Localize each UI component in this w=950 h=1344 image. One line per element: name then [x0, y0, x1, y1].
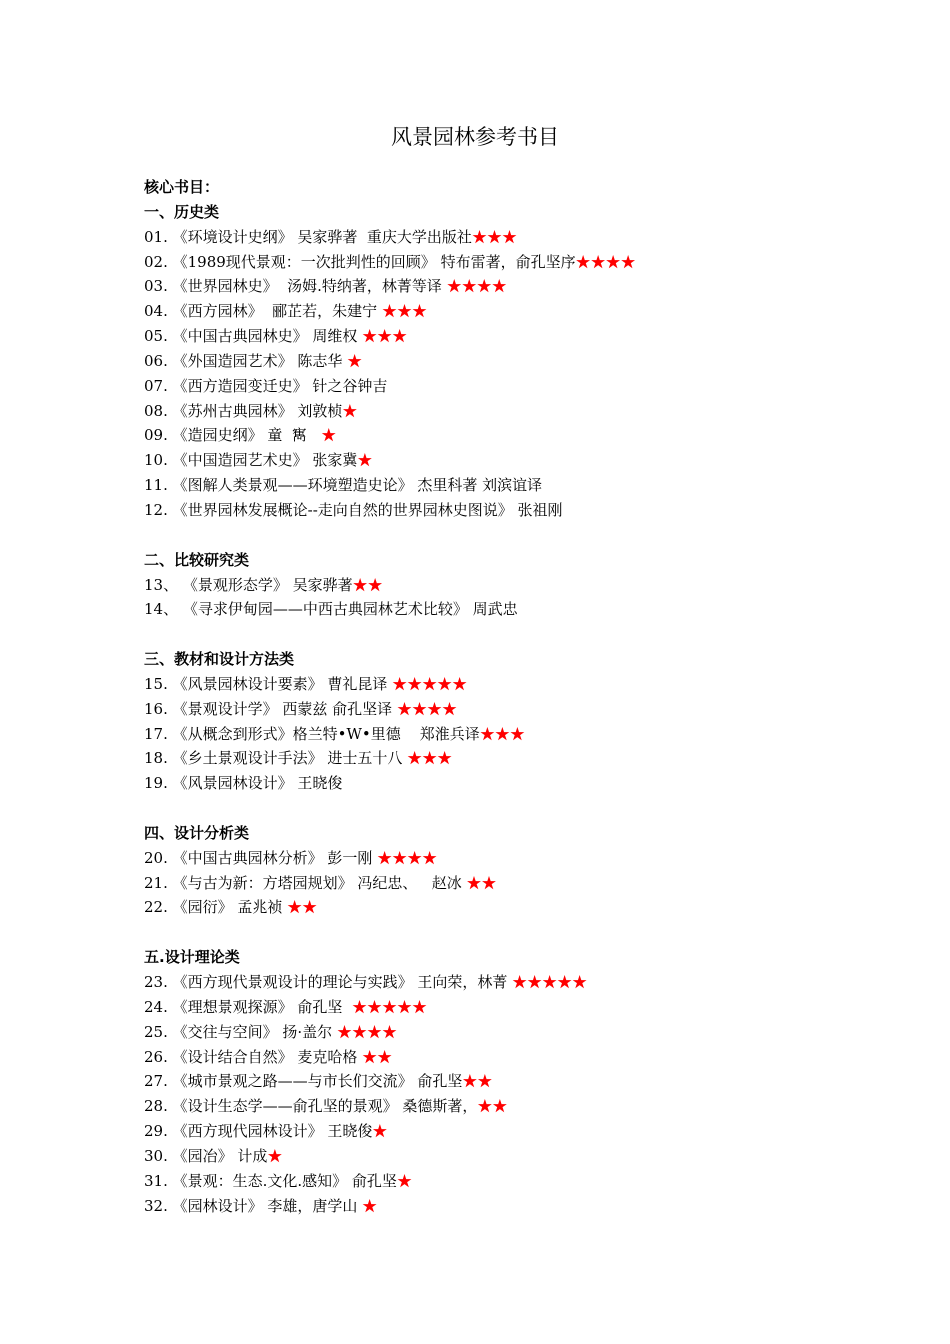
core-label: 核心书目：	[144, 178, 220, 196]
book-entry-text: 《园林设计》 李雄，唐学山	[172, 1196, 363, 1215]
item-number: 23.	[144, 973, 173, 991]
item-number: 25.	[144, 1022, 173, 1041]
book-list-item	[144, 324, 864, 349]
star-rating-icon: ★★	[462, 1072, 493, 1091]
star-rating-icon: ★★★	[381, 302, 427, 321]
book-entry-text: 《景观形态学》 吴家骅著	[182, 575, 353, 594]
item-number: 16.	[144, 699, 173, 718]
book-entry-text: 《中国古典园林史》 周维权	[172, 327, 363, 346]
item-number: 10.	[144, 451, 173, 470]
section-spacer	[144, 920, 864, 945]
star-rating-icon: ★★★	[479, 724, 525, 743]
item-number: 14、	[144, 600, 183, 619]
book-entry-text: 《中国造园艺术史》 张家冀	[172, 451, 358, 470]
book-list-item	[144, 1119, 864, 1144]
star-rating-icon: ★★★	[362, 327, 408, 346]
star-rating-icon: ★	[357, 451, 373, 470]
book-list-item	[144, 746, 864, 771]
item-number: 11.	[144, 476, 173, 495]
item-number: 31.	[144, 1171, 173, 1190]
star-rating-icon: ★★★★	[575, 252, 636, 271]
book-list-item	[144, 448, 864, 473]
book-entry-text: 《寻求伊甸园——中西古典园林艺术比较》 周武忠	[182, 600, 518, 619]
sections-container	[144, 200, 864, 1219]
book-entry-text: 《环境设计史纲》 吴家骅著 重庆大学出版社	[172, 227, 472, 246]
item-number: 24.	[144, 997, 173, 1016]
star-rating-icon: ★★	[287, 898, 318, 917]
book-entry-text: 《风景园林设计要素》 曹礼昆译	[172, 674, 393, 693]
book-list-item	[144, 970, 864, 995]
item-number: 29.	[144, 1122, 173, 1141]
book-list-item	[144, 1194, 864, 1219]
star-rating-icon: ★★★★	[396, 699, 457, 718]
item-number: 26.	[144, 1047, 173, 1066]
book-entry-text: 《从概念到形式》格兰特•W•里德 郑淮兵译	[172, 724, 480, 743]
book-entry-text: 《1989现代景观：一次批判性的回顾》 特布雷著，俞孔坚序	[172, 252, 576, 271]
star-rating-icon: ★★	[477, 1097, 508, 1116]
item-number: 17.	[144, 724, 173, 743]
section-heading: 一、历史类	[144, 202, 220, 221]
reading-list	[144, 175, 864, 1218]
book-list-item	[144, 597, 864, 622]
item-number: 03.	[144, 277, 173, 296]
book-entry-text: 《理想景观探源》 俞孔坚	[172, 997, 352, 1016]
book-entry-text: 《西方现代景观设计的理论与实践》 王向荣，林菁	[172, 973, 513, 991]
book-list-item	[144, 573, 864, 598]
book-list-item	[144, 1169, 864, 1194]
book-entry-text: 《苏州古典园林》 刘敦桢	[172, 401, 343, 420]
book-entry-text: 《景观设计学》 西蒙兹 俞孔坚译	[172, 699, 397, 718]
book-list-item	[144, 399, 864, 424]
item-number: 19.	[144, 774, 173, 793]
book-entry-text: 《中国古典园林分析》 彭一刚	[172, 848, 378, 867]
book-entry-text: 《园衍》 孟兆祯	[172, 898, 288, 917]
star-rating-icon: ★★	[466, 873, 497, 892]
item-number: 07.	[144, 376, 173, 395]
star-rating-icon: ★★★★★	[392, 674, 468, 693]
book-entry-text: 《风景园林设计》 王晓俊	[172, 774, 343, 793]
book-entry-text: 《设计结合自然》 麦克哈格	[172, 1047, 363, 1066]
book-list-item	[144, 1144, 864, 1169]
book-entry-text: 《乡土景观设计手法》 进士五十八	[172, 749, 408, 768]
item-number: 20.	[144, 848, 173, 867]
star-rating-icon: ★	[372, 1122, 388, 1141]
book-list-item	[144, 250, 864, 275]
book-list-item	[144, 1020, 864, 1045]
item-number: 02.	[144, 252, 173, 271]
item-number: 27.	[144, 1072, 173, 1091]
star-rating-icon: ★★	[362, 1047, 393, 1066]
section-spacer	[144, 622, 864, 647]
book-list-item	[144, 225, 864, 250]
item-number: 08.	[144, 401, 173, 420]
book-list-item	[144, 1045, 864, 1070]
star-rating-icon: ★★★★★	[512, 973, 588, 991]
book-entry-text: 《西方园林》 郦芷若，朱建宁	[172, 302, 382, 321]
star-rating-icon: ★	[342, 401, 358, 420]
star-rating-icon: ★★★★	[377, 848, 438, 867]
section-heading: 四、设计分析类	[144, 823, 250, 842]
book-entry-text: 《景观：生态.文化.感知》 俞孔坚	[172, 1171, 397, 1190]
book-list-item	[144, 473, 864, 498]
book-entry-text: 《图解人类景观——环境塑造史论》 杰里科著 刘滨谊译	[172, 476, 543, 495]
item-number: 01.	[144, 227, 173, 246]
book-entry-text: 《园冶》 计成	[172, 1146, 268, 1165]
book-entry-text: 《世界园林发展概论--走向自然的世界园林史图说》 张祖刚	[172, 500, 563, 519]
item-number: 05.	[144, 327, 173, 346]
item-number: 32.	[144, 1196, 173, 1215]
book-list-item	[144, 722, 864, 747]
star-rating-icon: ★★★★	[336, 1022, 397, 1041]
book-list-item	[144, 895, 864, 920]
book-list-item	[144, 1069, 864, 1094]
star-rating-icon: ★	[347, 351, 363, 370]
book-list-item	[144, 374, 864, 399]
item-number: 09.	[144, 426, 173, 445]
star-rating-icon: ★★★★	[446, 277, 507, 296]
book-list-item	[144, 871, 864, 896]
book-list-item	[144, 672, 864, 697]
book-list-item	[144, 697, 864, 722]
section-heading: 五.设计理论类	[144, 948, 240, 967]
star-rating-icon: ★★★	[471, 227, 517, 246]
item-number: 06.	[144, 351, 173, 370]
section-heading: 三、教材和设计方法类	[144, 650, 295, 669]
book-list-item	[144, 1094, 864, 1119]
section-spacer	[144, 523, 864, 548]
book-entry-text: 《设计生态学——俞孔坚的景观》 桑德斯著，	[172, 1097, 478, 1116]
book-list-item	[144, 274, 864, 299]
item-number: 04.	[144, 302, 173, 321]
star-rating-icon: ★	[267, 1146, 283, 1165]
star-rating-icon: ★★★★★	[351, 997, 427, 1016]
item-number: 30.	[144, 1146, 173, 1165]
item-number: 22.	[144, 898, 173, 917]
book-entry-text: 《西方造园变迁史》 针之谷钟吉	[172, 376, 388, 395]
book-list-item	[144, 498, 864, 523]
star-rating-icon: ★★	[352, 575, 383, 594]
item-number: 28.	[144, 1097, 173, 1116]
book-list-item	[144, 299, 864, 324]
item-number: 18.	[144, 749, 173, 768]
book-entry-text: 《世界园林史》 汤姆.特纳著，林菁等译	[172, 277, 447, 296]
section-spacer	[144, 796, 864, 821]
book-list-item	[144, 423, 864, 448]
star-rating-icon: ★	[362, 1196, 378, 1215]
page-title: 风景园林参考书目	[391, 125, 559, 149]
book-list-item	[144, 349, 864, 374]
book-entry-text: 《外国造园艺术》 陈志华	[172, 351, 348, 370]
item-number: 15.	[144, 674, 173, 693]
item-number: 13、	[144, 575, 183, 594]
book-entry-text: 《造园史纲》 童 寯	[172, 426, 322, 445]
book-list-item	[144, 771, 864, 796]
star-rating-icon: ★	[321, 426, 337, 445]
section-heading: 二、比较研究类	[144, 550, 250, 569]
item-number: 21.	[144, 873, 173, 892]
book-entry-text: 《西方现代园林设计》 王晓俊	[172, 1122, 373, 1141]
item-number: 12.	[144, 500, 173, 519]
book-entry-text: 《与古为新：方塔园规划》 冯纪忠、 赵冰	[172, 873, 467, 892]
book-entry-text: 《交往与空间》 扬·盖尔	[172, 1022, 337, 1041]
book-entry-text: 《城市景观之路——与市长们交流》 俞孔坚	[172, 1072, 463, 1091]
book-list-item	[144, 846, 864, 871]
star-rating-icon: ★★★	[407, 749, 453, 768]
star-rating-icon: ★	[396, 1171, 412, 1190]
book-list-item	[144, 995, 864, 1020]
